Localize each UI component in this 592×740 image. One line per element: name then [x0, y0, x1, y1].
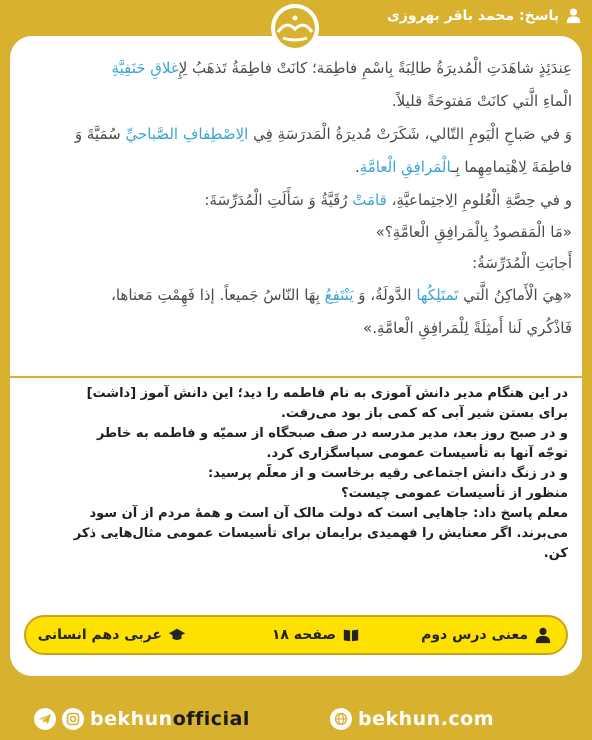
- highlight-word: تَمتَلِكُها: [416, 286, 459, 304]
- arabic-line: [16, 85, 572, 118]
- course-name: عربی دهم انسانی: [37, 627, 162, 643]
- lesson-item: [421, 617, 552, 653]
- translation-line: و در صبح روز بعد، مدیر مدرسه در صف صبحگاه از سميّه و فاطمه به خاطر: [96, 426, 568, 441]
- persian-translation: [24, 384, 568, 564]
- translation-line: در این هنگام مدیر دانش آموزی به نام فاطمه را دید؛ این دانش آموز [داشت]: [86, 386, 568, 401]
- responder-info: [387, 7, 582, 24]
- bekhun-logo: [268, 2, 322, 54]
- arabic-segment: سُمَيَّةَ وَ: [74, 125, 126, 143]
- arabic-line: [16, 279, 572, 312]
- highlight-word: يَنْتَفِعُ: [324, 286, 354, 304]
- translation-line: کن.: [543, 546, 568, 561]
- arabic-segment: و في حِصَّةِ الْعُلومِ الِاجتِماعيَّةِ،: [386, 191, 572, 209]
- website-link[interactable]: [330, 708, 494, 730]
- translation-line: برای بستن شیر آبی که کمی باز بود می‌رفت.: [280, 406, 568, 421]
- responder-name: پاسخ: محمد باقر بهروزی: [386, 7, 559, 24]
- content-card: [10, 36, 582, 676]
- arabic-line: [16, 184, 572, 217]
- graduation-cap-icon: [168, 626, 186, 644]
- arabic-segment: بِهَا النّاسُ جَميعاً. إذا فَهِمْتِ مَعناها،: [111, 286, 325, 304]
- arabic-segment: فاطِمَةَ لِاهْتِمامِهِما بِـ: [451, 158, 572, 176]
- section-divider: [10, 376, 582, 378]
- arabic-segment: عِندَئِذٍ شاهَدَتِ الْمُديرَةُ طالِبَةً بِاسْمِ فاطِمَة؛ كانَتْ فاطِمَةُ تَذهَبُ لِ: [178, 59, 572, 77]
- footer-bar: [0, 700, 592, 740]
- lesson-title: معنی درس دوم: [421, 627, 528, 643]
- user-icon: [565, 7, 582, 24]
- translation-line: توجّه آنها به تأسیسات عمومی سپاسگزاری کرد.: [266, 446, 568, 461]
- arabic-line: [16, 52, 572, 85]
- arabic-segment: «هِيَ الْأَماكِنُ الَّتي: [458, 286, 572, 304]
- arabic-text: [16, 52, 572, 345]
- arabic-line: [16, 312, 572, 345]
- handle-text: [90, 708, 250, 730]
- student-icon: [534, 626, 552, 644]
- lesson-banner: [24, 615, 568, 655]
- globe-icon: [330, 708, 352, 730]
- social-handle[interactable]: [34, 708, 250, 730]
- translation-line: می‌برند. اگر معنایش را فهمیدی برایمان برای تأسیسات عمومی مثال‌هایی ذکر: [73, 526, 568, 541]
- arabic-line: [16, 151, 572, 184]
- handle-main: bekhun: [90, 708, 173, 730]
- book-icon: [342, 626, 360, 644]
- translation-line: معلم پاسخ داد: جاهایی است که دولت مالک آن است و همهٔ مردم از آن سود: [89, 506, 568, 521]
- arabic-segment: أَجابَتِ الْمُدَرِّسَةُ:: [472, 254, 572, 272]
- highlight-word: قامَتْ: [352, 191, 387, 209]
- website-text: bekhun.com: [358, 708, 495, 730]
- highlight-word: الْمَرافِقِ الْعامَّةِ: [359, 158, 452, 176]
- translation-line: منظور از تأسیسات عمومی چیست؟: [341, 486, 568, 501]
- arabic-segment: الدَّولَةُ، وَ: [353, 286, 417, 304]
- translation-line: و در زنگ دانش اجتماعی رقیه برخاست و از معلّم پرسید:: [208, 466, 568, 481]
- arabic-segment: فَاذْكُري لَنا أَمثِلَةً لِلْمَرافِقِ الْعامَّةِ.»: [363, 319, 572, 337]
- handle-suffix: official: [172, 708, 250, 730]
- arabic-line: [16, 118, 572, 151]
- highlight-word: الِاصْطِفافِ الصَّباحيِّ: [125, 125, 249, 143]
- arabic-line: [16, 248, 572, 279]
- arabic-segment: وَ في صَباحِ الْيَومِ التّالي، شَكَرَتْ مُديرَةُ الْمَدرَسَةِ فِي: [248, 125, 572, 143]
- page-item: [272, 617, 360, 653]
- instagram-icon: [62, 708, 84, 730]
- arabic-segment: «مَا الْمَقصودُ بِالْمَرافِقِ الْعامَّةِ؟»: [375, 223, 572, 241]
- highlight-word: إِغلاقِ حَنَفِيَّةِ: [111, 59, 179, 77]
- arabic-line: [16, 217, 572, 248]
- arabic-segment: الْماءِ الَّتي كانَتْ مَفتوحَةً قليلاً.: [391, 92, 572, 110]
- arabic-segment: .: [354, 158, 360, 176]
- arabic-segment: رُقَيَّةُ وَ سَأَلَتِ الْمُدَرِّسَةَ:: [204, 191, 353, 209]
- course-item: [38, 617, 186, 653]
- page-number: صفحه ۱۸: [271, 627, 336, 643]
- telegram-icon: [34, 708, 56, 730]
